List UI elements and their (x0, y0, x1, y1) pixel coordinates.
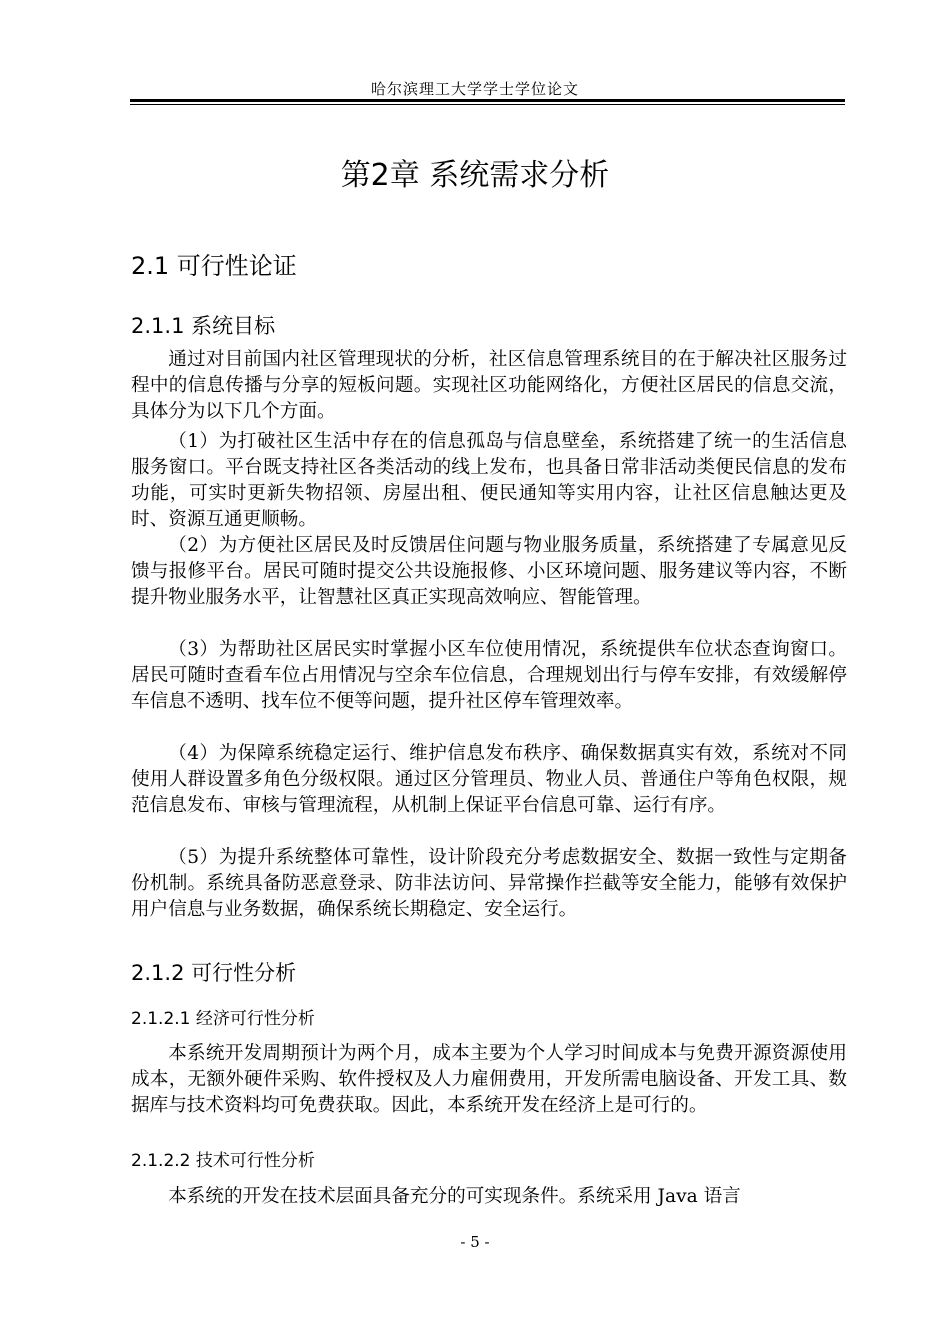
paragraph-item-5: （5）为提升系统整体可靠性，设计阶段充分考虑数据安全、数据一致性与定期备份机制。系统具备防恶意登录、防非法访问、异常操作拦截等安全能力，能够有效保护用户信息与业务数据，确保系统长期稳定、安全运行。 (131, 847, 847, 921)
paragraph-intro: 通过对目前国内社区管理现状的分析，社区信息管理系统目的在于解决社区服务过程中的信息传播与分享的短板问题。实现社区功能网络化，方便社区居民的信息交流，具体分为以下几个方面。 (131, 349, 847, 423)
paragraph-economic: 本系统开发周期预计为两个月，成本主要为个人学习时间成本与免费开源资源使用成本，无额外硬件采购、软件授权及人力雇佣费用，开发所需电脑设备、开发工具、数据库与技术资料均可免费获取。因此，本系统开发在经济上是可行的。 (131, 1043, 847, 1117)
section-heading-2-1-2-2: 2.1.2.2 技术可行性分析 (131, 1151, 315, 1171)
paragraph-item-3: （3）为帮助社区居民实时掌握小区车位使用情况，系统提供车位状态查询窗口。居民可随时查看车位占用情况与空余车位信息，合理规划出行与停车安排，有效缓解停车信息不透明、找车位不便等问题，提升社区停车管理效率。 (131, 639, 847, 713)
header-rule-thin (130, 104, 845, 105)
paragraph-technical: 本系统的开发在技术层面具备充分的可实现条件。系统采用 Java 语言 (168, 1186, 741, 1207)
section-heading-2-1: 2.1 可行性论证 (131, 252, 297, 280)
page-number: - 5 - (460, 1233, 490, 1251)
page-header-title: 哈尔滨理工大学学士学位论文 (370, 80, 579, 98)
section-heading-2-1-1: 2.1.1 系统目标 (131, 314, 276, 338)
paragraph-item-4: （4）为保障系统稳定运行、维护信息发布秩序、确保数据真实有效，系统对不同使用人群设置多角色分级权限。通过区分管理员、物业人员、普通住户等角色权限，规范信息发布、审核与管理流程，从机制上保证平台信息可靠、运行有序。 (131, 743, 847, 817)
section-heading-2-1-2-1: 2.1.2.1 经济可行性分析 (131, 1009, 315, 1029)
paragraph-item-1: （1）为打破社区生活中存在的信息孤岛与信息壁垒，系统搭建了统一的生活信息服务窗口。平台既支持社区各类活动的线上发布，也具备日常非活动类便民信息的发布功能，可实时更新失物招领、房屋出租、便民通知等实用内容，让社区信息触达更及时、资源互通更顺畅。 (131, 431, 847, 531)
chapter-title: 第2章 系统需求分析 (340, 158, 610, 193)
paragraph-item-2: （2）为方便社区居民及时反馈居住问题与物业服务质量，系统搭建了专属意见反馈与报修平台。居民可随时提交公共设施报修、小区环境问题、服务建议等内容，不断提升物业服务水平，让智慧社区真正实现高效响应、智能管理。 (131, 535, 847, 609)
section-heading-2-1-2: 2.1.2 可行性分析 (131, 961, 297, 985)
header-rule-thick (130, 99, 845, 102)
